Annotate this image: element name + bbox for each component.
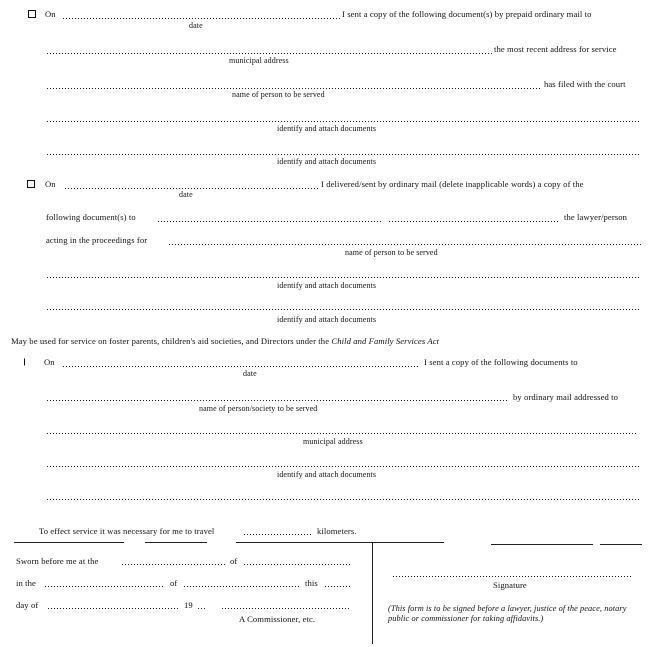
section3-cap-person: name of person/society to be served bbox=[199, 404, 318, 413]
section3-text-a: I sent a copy of the following documents to bbox=[424, 357, 578, 367]
section3-person-line[interactable] bbox=[46, 400, 509, 401]
section2-text-b-right: the lawyer/person bbox=[564, 212, 628, 222]
sworn-year-line[interactable] bbox=[197, 608, 207, 609]
sworn-place-line[interactable] bbox=[121, 564, 227, 565]
section2-text-b-left: following document(s) to bbox=[46, 212, 136, 222]
section1-text-c: has filed with the court bbox=[544, 79, 626, 89]
section2-cap-docs-2: identify and attach documents bbox=[277, 315, 377, 324]
section2-cap-date: date bbox=[179, 190, 193, 199]
rule-left-b bbox=[145, 542, 207, 543]
sworn-day-line[interactable] bbox=[47, 608, 180, 609]
section1-cap-date: date bbox=[189, 21, 203, 30]
sworn-commissioner-line[interactable] bbox=[221, 608, 350, 609]
section3-text-b: by ordinary mail addressed to bbox=[513, 392, 619, 402]
section1-cap-person: name of person to be served bbox=[232, 90, 325, 99]
note-act: Child and Family Services Act bbox=[331, 336, 440, 346]
section2-text-c: acting in the proceedings for bbox=[46, 235, 148, 245]
section3-docs-line-2[interactable] bbox=[46, 499, 641, 500]
sworn-of-line[interactable] bbox=[243, 564, 350, 565]
sworn-line3-mid: 19 bbox=[184, 600, 193, 610]
sworn-line1-mid: of bbox=[230, 556, 238, 566]
section1-checkbox[interactable] bbox=[28, 10, 36, 18]
section2-doc-line-a[interactable] bbox=[157, 221, 383, 222]
signature-divider bbox=[372, 542, 373, 644]
signature-instruction: (This form is to be signed before a lawyer, justice of the peace, notary public or commissioner for taking affidavits.) bbox=[388, 604, 627, 623]
section1-date-line[interactable] bbox=[62, 18, 340, 19]
foster-parents-note bbox=[11, 336, 439, 346]
section1-cap-docs-2: identify and attach documents bbox=[277, 157, 377, 166]
section2-doc-line-b[interactable] bbox=[388, 221, 560, 222]
section3-checkbox[interactable] bbox=[24, 358, 32, 366]
sworn-of2-line[interactable] bbox=[183, 586, 301, 587]
section1-on-label: On bbox=[45, 9, 56, 19]
section1-person-line[interactable] bbox=[46, 88, 540, 89]
section1-address-line[interactable] bbox=[46, 53, 492, 54]
rule-right-b bbox=[600, 544, 642, 545]
sworn-line2-left: in the bbox=[16, 578, 36, 588]
section2-checkbox[interactable] bbox=[27, 180, 35, 188]
section2-on-label: On bbox=[45, 179, 56, 189]
section2-date-line[interactable] bbox=[64, 188, 318, 189]
section1-cap-docs-1: identify and attach documents bbox=[277, 124, 377, 133]
sworn-this-line[interactable] bbox=[324, 586, 350, 587]
section2-person-line[interactable] bbox=[168, 244, 641, 245]
section1-text-b: the most recent address for service bbox=[494, 44, 617, 54]
travel-text: To effect service it was necessary for me to travel bbox=[39, 526, 215, 536]
section2-docs-line-2[interactable] bbox=[46, 309, 641, 310]
travel-km-line[interactable] bbox=[243, 534, 313, 535]
sworn-line1-left: Sworn before me at the bbox=[16, 556, 99, 566]
section2-cap-docs-1: identify and attach documents bbox=[277, 281, 377, 290]
section3-docs-line-1[interactable] bbox=[46, 466, 641, 467]
section2-docs-line-1[interactable] bbox=[46, 277, 641, 278]
travel-km-label: kilometers. bbox=[317, 526, 357, 536]
signature-label: Signature bbox=[493, 580, 527, 590]
rule-mid bbox=[236, 542, 444, 543]
section1-docs-line-1[interactable] bbox=[46, 121, 641, 122]
note-text: May be used for service on foster parents, children's aid societies, and Directors under the bbox=[11, 336, 330, 346]
section3-cap-docs: identify and attach documents bbox=[277, 470, 377, 479]
section3-cap-date: date bbox=[243, 369, 257, 378]
rule-left-a bbox=[14, 542, 124, 543]
section3-on-label: On bbox=[44, 357, 55, 367]
section1-docs-line-2[interactable] bbox=[46, 154, 641, 155]
sworn-line2-right: this bbox=[305, 578, 318, 588]
section1-text-a: I sent a copy of the following document(s) by prepaid ordinary mail to bbox=[342, 9, 592, 19]
rule-right-a bbox=[491, 544, 593, 545]
section2-text-a: I delivered/sent by ordinary mail (delete inapplicable words) a copy of the bbox=[321, 179, 584, 189]
signature-line[interactable] bbox=[392, 576, 632, 577]
sworn-line3-left: day of bbox=[16, 600, 39, 610]
section3-cap-address: municipal address bbox=[303, 437, 363, 446]
sworn-line2-mid: of bbox=[170, 578, 178, 588]
section2-cap-person: name of person to be served bbox=[345, 248, 438, 257]
section3-date-line[interactable] bbox=[62, 366, 420, 367]
section1-cap-address: municipal address bbox=[229, 56, 289, 65]
section3-address-line[interactable] bbox=[46, 433, 636, 434]
sworn-in-line[interactable] bbox=[44, 586, 165, 587]
commissioner-label: A Commissioner, etc. bbox=[239, 614, 316, 624]
